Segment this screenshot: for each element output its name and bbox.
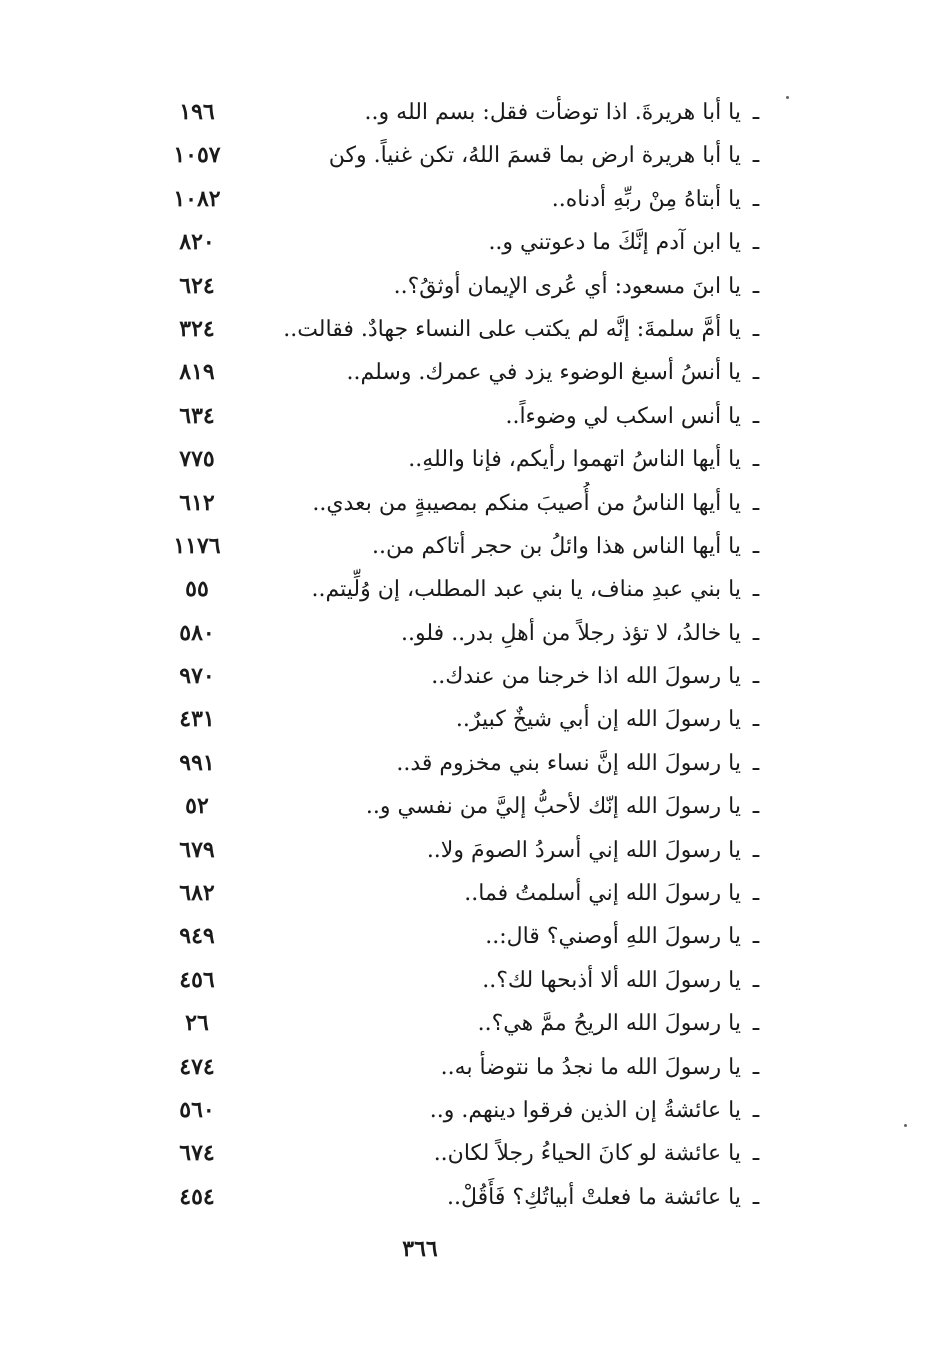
entry-text: يا رسولَ الله ما نجدُ ما نتوضأ به.. xyxy=(440,1054,741,1080)
index-entry xyxy=(150,178,765,221)
entry-text: يا أنس اسكب لي وضوءاً.. xyxy=(505,403,741,429)
entry-number: ٦٢٤ xyxy=(179,272,215,299)
entry-number: ١١٧٦ xyxy=(173,532,221,559)
entry-number: ٢٦ xyxy=(185,1010,209,1037)
entry-number: ٤٧٤ xyxy=(179,1053,215,1080)
index-entry xyxy=(150,698,765,741)
index-entry xyxy=(150,612,765,655)
entry-text: يا رسولَ الله إنَّ نساء بني مخزوم قد.. xyxy=(396,750,741,776)
index-entry xyxy=(150,1046,765,1089)
entry-text: يا بني عبدِ مناف، يا بني عبد المطلب، إن وُلِّيتم.. xyxy=(311,577,741,603)
entry-number: ٩٤٩ xyxy=(179,923,215,950)
entry-text: يا رسولَ الله ألا أذبحها لك؟.. xyxy=(482,967,741,993)
index-entry xyxy=(150,1176,765,1219)
entry-dash: ـ xyxy=(752,664,760,690)
entry-number: ٥٢ xyxy=(185,793,209,820)
entry-number: ٦٧٩ xyxy=(179,836,215,863)
entry-text: يا أيها الناس هذا وائلُ بن حجر أتاكم من.. xyxy=(371,533,741,559)
entry-number: ١٩٦ xyxy=(179,99,215,125)
index-entry xyxy=(150,525,765,568)
index-entry xyxy=(150,655,765,698)
entry-text: يا رسولَ الله اذا خرجنا من عندك.. xyxy=(431,664,741,690)
entry-dash: ـ xyxy=(752,837,760,863)
index-entry xyxy=(150,1132,765,1175)
entry-text: يا أمَّ سلمةَ: إنَّه لم يكتب على النساء جهادٌ. فقالت.. xyxy=(283,316,741,342)
index-entry xyxy=(150,438,765,481)
entry-number: ٨٢٠ xyxy=(179,229,215,256)
index-entry xyxy=(150,872,765,915)
entry-number: ٤٥٦ xyxy=(179,966,215,993)
entry-number: ٥٦٠ xyxy=(179,1096,215,1123)
index-entry xyxy=(150,785,765,828)
entry-number: ٩٩١ xyxy=(179,749,215,776)
index-entry xyxy=(150,742,765,785)
entry-number: ٦٣٤ xyxy=(179,402,215,429)
entry-dash: ـ xyxy=(752,881,760,907)
entry-number: ٥٥ xyxy=(185,576,209,603)
index-entry xyxy=(150,482,765,525)
entry-dash: ـ xyxy=(752,750,760,776)
entry-number: ٦٨٢ xyxy=(179,880,215,907)
entry-dash: ـ xyxy=(752,186,760,212)
scan-speck xyxy=(786,96,789,99)
entry-dash: ـ xyxy=(752,360,760,386)
index-entry xyxy=(150,395,765,438)
entry-text: يا أيها الناسُ اتهموا رأيكم، فإنا واللهِ.. xyxy=(408,447,741,473)
entry-number: ٤٣١ xyxy=(179,706,215,733)
index-entry xyxy=(150,134,765,177)
entry-dash: ـ xyxy=(752,577,760,603)
index-entry xyxy=(150,351,765,394)
entry-text: يا رسولَ الله إني أسردُ الصومَ ولا.. xyxy=(426,837,741,863)
entry-text: يا عائشةُ إن الذين فرقوا دينهم. و.. xyxy=(429,1097,741,1123)
entry-number: ٦١٢ xyxy=(179,489,215,516)
entry-dash: ـ xyxy=(752,1011,760,1037)
entry-text: يا رسولَ اللهِ أوصني؟ قال:.. xyxy=(485,924,741,950)
index-entry xyxy=(150,568,765,611)
entry-dash: ـ xyxy=(752,1097,760,1123)
entry-text: يا أبا هريرة ارض بما قسمَ اللهُ، تكن غنياً. وكن xyxy=(328,143,741,169)
entry-text: يا أيها الناسُ من أُصيبَ منكم بمصيبةٍ من بعدي.. xyxy=(312,490,741,516)
index-entry xyxy=(150,915,765,958)
entry-dash: ـ xyxy=(752,273,760,299)
entry-number: ٩٧٠ xyxy=(179,663,215,690)
entry-number: ٥٨٠ xyxy=(179,619,215,646)
index-entry xyxy=(150,1002,765,1045)
page-number: ٣٦٦ xyxy=(402,1236,438,1262)
entry-dash: ـ xyxy=(752,794,760,820)
entry-dash: ـ xyxy=(752,447,760,473)
entry-text: يا رسولَ الله إنّك لأحبُّ إليَّ من نفسي و.. xyxy=(365,794,741,820)
entry-text: يا عائشة ما فعلتْ أبياتُكِ؟ فَأَقُلْ.. xyxy=(447,1184,741,1210)
entry-dash: ـ xyxy=(752,403,760,429)
entry-number: ٦٧٤ xyxy=(179,1140,215,1167)
entry-dash: ـ xyxy=(752,100,760,125)
entry-number: ٨١٩ xyxy=(179,359,215,386)
entry-number: ١٠٥٧ xyxy=(173,142,221,169)
entry-text: يا أنسُ أسبغ الوضوء يزد في عمرك. وسلم.. xyxy=(346,360,741,386)
entry-dash: ـ xyxy=(752,924,760,950)
index-entry xyxy=(150,829,765,872)
entry-text: يا خالدُ، لا تؤذ رجلاً من أهلِ بدر.. فلو.. xyxy=(401,620,741,646)
entry-dash: ـ xyxy=(752,230,760,256)
scan-speck xyxy=(904,1124,907,1127)
index-entry xyxy=(150,1089,765,1132)
index-entry xyxy=(150,308,765,351)
entry-number: ٣٢٤ xyxy=(179,315,215,342)
entry-text: يا رسولَ الله الريحُ ممَّ هي؟.. xyxy=(477,1011,741,1037)
entry-text: يا رسولَ الله إني أسلمتُ فما.. xyxy=(464,881,741,907)
entry-dash: ـ xyxy=(752,1141,760,1167)
entry-dash: ـ xyxy=(752,1054,760,1080)
entry-dash: ـ xyxy=(752,707,760,733)
index-entry xyxy=(150,91,765,134)
index-entry xyxy=(150,265,765,308)
entry-text: يا عائشة لو كانَ الحياءُ رجلاً لكان.. xyxy=(433,1141,741,1167)
entry-text: يا ابن آدم إنَّكَ ما دعوتني و.. xyxy=(488,230,741,256)
entry-dash: ـ xyxy=(752,533,760,559)
entry-text: يا رسولَ الله إن أبي شيخٌ كبيرٌ.. xyxy=(455,707,741,733)
entry-dash: ـ xyxy=(752,620,760,646)
entry-number: ٧٧٥ xyxy=(179,446,215,473)
entry-number: ١٠٨٢ xyxy=(173,185,221,212)
entry-dash: ـ xyxy=(752,143,760,169)
index-entry xyxy=(150,959,765,1002)
hadith-index-list xyxy=(150,91,765,1219)
entry-text: يا أبتاهُ مِنْ ربِّهِ أدناه.. xyxy=(551,186,741,212)
entry-dash: ـ xyxy=(752,967,760,993)
entry-text: يا ابنَ مسعود: أي عُرى الإيمان أوثقُ؟.. xyxy=(393,273,741,299)
entry-dash: ـ xyxy=(752,316,760,342)
entry-number: ٤٥٤ xyxy=(179,1183,215,1210)
entry-dash: ـ xyxy=(752,490,760,516)
entry-dash: ـ xyxy=(752,1184,760,1210)
index-entry xyxy=(150,221,765,264)
entry-text: يا أبا هريرةَ. اذا توضأت فقل: بسم الله و.. xyxy=(364,100,741,125)
